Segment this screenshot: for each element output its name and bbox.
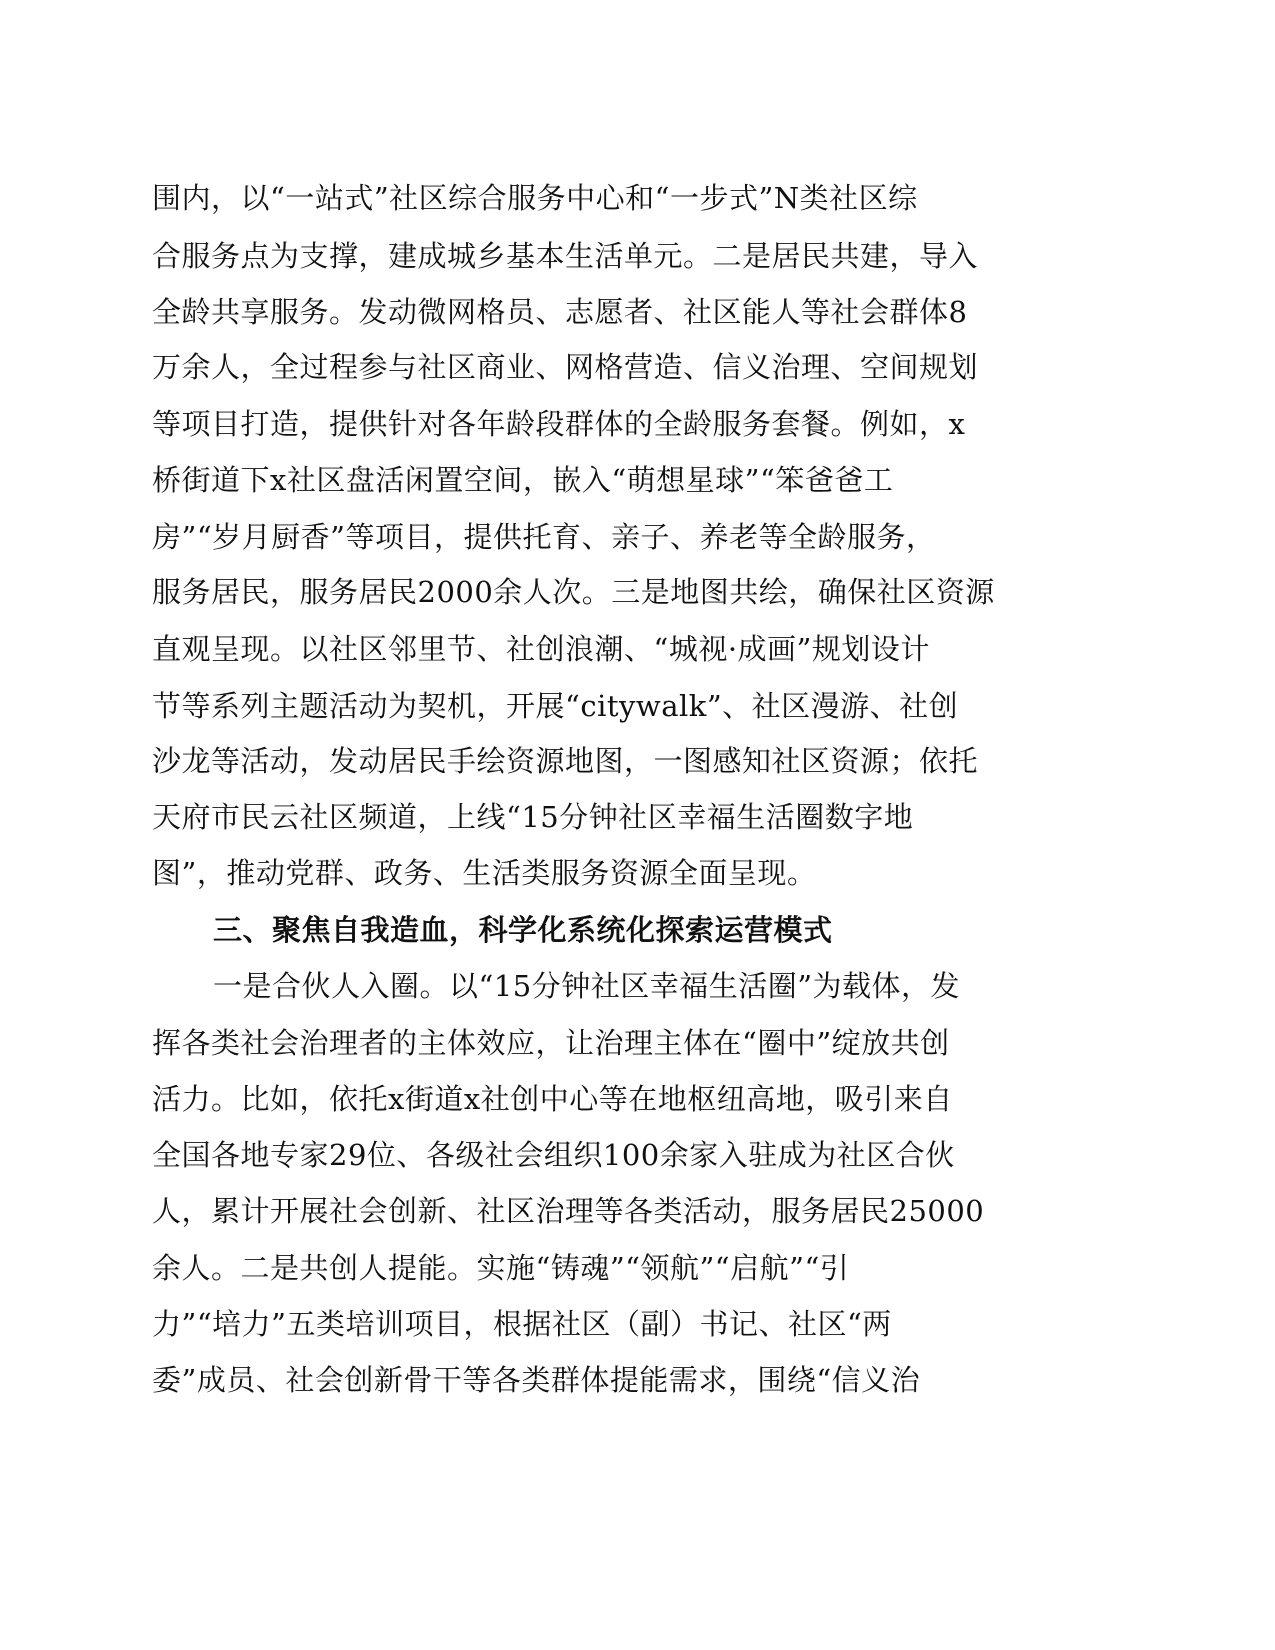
body-text-line: 节等系列主题活动为契机，开展“citywalk”、社区漫游、社创 [152,689,959,723]
body-text-line: 房”“岁月厨香”等项目，提供托育、亲子、养老等全龄服务， [152,520,936,554]
body-text-line: 全龄共享服务。发动微网格员、志愿者、社区能人等社会群体8 [152,295,968,329]
body-text-line: 天府市民云社区频道，上线“15分钟社区幸福生活圈数字地 [152,800,914,834]
body-text-line: 服务居民，服务居民2000余人次。三是地图共绘，确保社区资源 [152,575,995,609]
body-text-line: 余人。二是共创人提能。实施“铸魂”“领航”“启航”“引 [152,1251,850,1285]
body-text-line: 合服务点为支撑，建成城乡基本生活单元。二是居民共建，导入 [152,239,979,273]
body-text-line: 人，累计开展社会创新、社区治理等各类活动，服务居民25000 [152,1194,985,1228]
paragraph-first-line: 一是合伙人入圈。以“15分钟社区幸福生活圈”为载体，发 [213,969,961,1003]
body-text-line: 挥各类社会治理者的主体效应，让治理主体在“圈中”绽放共创 [152,1026,950,1060]
body-text-line: 直观呈现。以社区邻里节、社创浪潮、“城视·成画”规划设计 [152,632,930,666]
body-text-line: 万余人，全过程参与社区商业、网格营造、信义治理、空间规划 [152,350,979,384]
body-text-line: 等项目打造，提供针对各年龄段群体的全龄服务套餐。例如，x [152,407,966,441]
body-text-line: 全国各地专家29位、各级社会组织100余家入驻成为社区合伙 [152,1138,955,1172]
body-text-line: 沙龙等活动，发动居民手绘资源地图，一图感知社区资源；依托 [152,744,979,778]
body-text-line: 桥街道下x社区盘活闲置空间，嵌入“萌想星球”“笨爸爸工 [152,463,894,497]
body-text-line: 活力。比如，依托x街道x社创中心等在地枢纽高地，吸引来自 [152,1082,953,1116]
body-text-line: 委”成员、社会创新骨干等各类群体提能需求，围绕“信义治 [152,1363,921,1397]
body-text-line: 力”“培力”五类培训项目，根据社区（副）书记、社区“两 [152,1307,892,1341]
body-text-line: 围内，以“一站式”社区综合服务中心和“一步式”N类社区综 [152,181,918,215]
body-text-line: 图”，推动党群、政务、生活类服务资源全面呈现。 [152,856,817,890]
section-heading: 三、聚焦自我造血，科学化系统化探索运营模式 [213,913,833,947]
